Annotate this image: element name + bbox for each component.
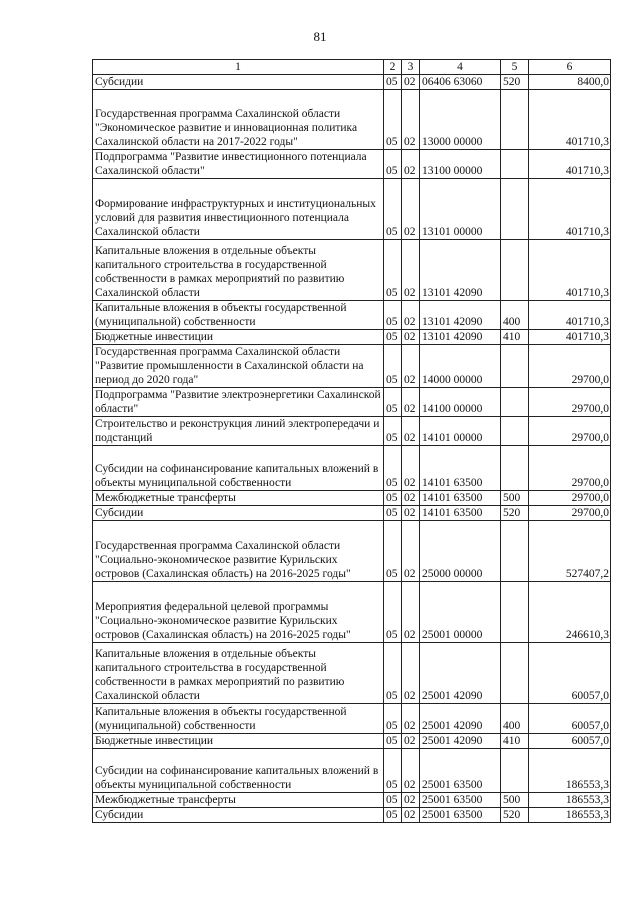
row-section: 05 [384, 521, 402, 582]
row-target-code: 14101 63500 [420, 446, 501, 491]
row-subsection: 02 [402, 75, 420, 90]
row-subsection: 02 [402, 179, 420, 240]
row-expense-type [501, 90, 529, 150]
column-header: 2 [384, 60, 402, 75]
row-expense-type [501, 417, 529, 446]
row-name: Государственная программа Сахалинской области "Экономическое развитие и инновационная политика Сахалинской области на 2017-2022 годы" [93, 90, 384, 150]
table-row [93, 179, 611, 240]
row-target-code: 14101 63500 [420, 506, 501, 521]
row-target-code: 14000 00000 [420, 345, 501, 388]
row-section: 05 [384, 330, 402, 345]
row-name: Строительство и реконструкция линий электропередачи и подстанций [93, 417, 384, 446]
row-amount: 60057,0 [529, 734, 611, 749]
row-amount: 60057,0 [529, 704, 611, 734]
row-target-code: 14101 00000 [420, 417, 501, 446]
row-name: Подпрограмма "Развитие электроэнергетики Сахалинской области" [93, 388, 384, 417]
row-expense-type [501, 240, 529, 301]
row-name: Межбюджетные трансферты [93, 793, 384, 808]
table-row [93, 521, 611, 582]
table-row [93, 506, 611, 521]
row-subsection: 02 [402, 150, 420, 179]
row-name: Субсидии на софинансирование капитальных вложений в объекты муниципальной собственности [93, 446, 384, 491]
table-row [93, 345, 611, 388]
row-subsection: 02 [402, 240, 420, 301]
table-row [93, 793, 611, 808]
row-amount: 186553,3 [529, 793, 611, 808]
row-amount: 29700,0 [529, 388, 611, 417]
row-amount: 246610,3 [529, 582, 611, 643]
row-target-code: 13101 42090 [420, 301, 501, 330]
row-expense-type [501, 582, 529, 643]
row-section: 05 [384, 345, 402, 388]
row-subsection: 02 [402, 90, 420, 150]
table-row [93, 75, 611, 90]
row-expense-type [501, 388, 529, 417]
row-section: 05 [384, 179, 402, 240]
column-header: 6 [529, 60, 611, 75]
row-subsection: 02 [402, 643, 420, 704]
row-subsection: 02 [402, 704, 420, 734]
table-row [93, 734, 611, 749]
row-target-code: 13101 00000 [420, 179, 501, 240]
row-expense-type [501, 150, 529, 179]
row-subsection: 02 [402, 734, 420, 749]
row-expense-type: 410 [501, 330, 529, 345]
column-header: 3 [402, 60, 420, 75]
table-row [93, 749, 611, 793]
table-row [93, 388, 611, 417]
row-expense-type: 520 [501, 506, 529, 521]
row-name: Субсидии [93, 75, 384, 90]
row-expense-type [501, 345, 529, 388]
row-target-code: 25001 00000 [420, 582, 501, 643]
table-row [93, 643, 611, 704]
budget-table [92, 59, 611, 823]
row-subsection: 02 [402, 749, 420, 793]
row-section: 05 [384, 417, 402, 446]
row-amount: 29700,0 [529, 417, 611, 446]
row-section: 05 [384, 643, 402, 704]
table-row [93, 491, 611, 506]
table-row [93, 90, 611, 150]
row-section: 05 [384, 75, 402, 90]
row-expense-type: 520 [501, 75, 529, 90]
row-target-code: 25001 63500 [420, 793, 501, 808]
row-amount: 401710,3 [529, 150, 611, 179]
table-row [93, 330, 611, 345]
row-subsection: 02 [402, 446, 420, 491]
row-name: Капитальные вложения в отдельные объекты капитального строительства в государственной собственности в рамках мероприятий по развитию Сахалинской области [93, 643, 384, 704]
header-row [93, 60, 611, 75]
row-section: 05 [384, 491, 402, 506]
row-section: 05 [384, 808, 402, 823]
row-subsection: 02 [402, 345, 420, 388]
row-amount: 60057,0 [529, 643, 611, 704]
row-section: 05 [384, 582, 402, 643]
row-target-code: 25001 42090 [420, 734, 501, 749]
row-name: Формирование инфраструктурных и институциональных условий для развития инвестиционного потенциала Сахалинской области [93, 179, 384, 240]
row-subsection: 02 [402, 521, 420, 582]
row-amount: 186553,3 [529, 749, 611, 793]
row-name: Субсидии [93, 506, 384, 521]
table-row [93, 150, 611, 179]
row-name: Субсидии [93, 808, 384, 823]
row-target-code: 13100 00000 [420, 150, 501, 179]
row-subsection: 02 [402, 582, 420, 643]
row-subsection: 02 [402, 793, 420, 808]
row-target-code: 06406 63060 [420, 75, 501, 90]
row-expense-type [501, 643, 529, 704]
row-subsection: 02 [402, 808, 420, 823]
row-target-code: 13101 42090 [420, 240, 501, 301]
row-section: 05 [384, 301, 402, 330]
row-amount: 401710,3 [529, 330, 611, 345]
row-amount: 401710,3 [529, 301, 611, 330]
table-row [93, 582, 611, 643]
page-number: 81 [313, 29, 327, 44]
row-name: Субсидии на софинансирование капитальных вложений в объекты муниципальной собственности [93, 749, 384, 793]
row-section: 05 [384, 749, 402, 793]
row-expense-type [501, 446, 529, 491]
row-subsection: 02 [402, 417, 420, 446]
row-target-code: 25001 63500 [420, 749, 501, 793]
row-expense-type: 500 [501, 793, 529, 808]
table-row [93, 808, 611, 823]
table-row [93, 240, 611, 301]
row-name: Бюджетные инвестиции [93, 734, 384, 749]
row-section: 05 [384, 704, 402, 734]
row-subsection: 02 [402, 506, 420, 521]
row-section: 05 [384, 388, 402, 417]
row-expense-type [501, 749, 529, 793]
row-name: Подпрограмма "Развитие инвестиционного потенциала Сахалинской области" [93, 150, 384, 179]
row-expense-type: 500 [501, 491, 529, 506]
column-header: 1 [93, 60, 384, 75]
row-expense-type: 400 [501, 301, 529, 330]
table-row [93, 417, 611, 446]
row-name: Бюджетные инвестиции [93, 330, 384, 345]
row-amount: 401710,3 [529, 90, 611, 150]
row-target-code: 14100 00000 [420, 388, 501, 417]
row-target-code: 14101 63500 [420, 491, 501, 506]
row-section: 05 [384, 90, 402, 150]
row-expense-type [501, 179, 529, 240]
row-target-code: 25001 42090 [420, 704, 501, 734]
row-name: Государственная программа Сахалинской области "Социально-экономическое развитие Курильских островов (Сахалинская область) на 2016-2025 годы" [93, 521, 384, 582]
table-row [93, 704, 611, 734]
table-row [93, 446, 611, 491]
row-section: 05 [384, 506, 402, 521]
row-amount: 29700,0 [529, 491, 611, 506]
row-name: Межбюджетные трансферты [93, 491, 384, 506]
row-section: 05 [384, 446, 402, 491]
row-name: Государственная программа Сахалинской области "Развитие промышленности в Сахалинской области на период до 2020 года" [93, 345, 384, 388]
row-name: Мероприятия федеральной целевой программы "Социально-экономическое развитие Курильских островов (Сахалинская область) на 2016-2025 годы" [93, 582, 384, 643]
row-expense-type: 410 [501, 734, 529, 749]
row-amount: 401710,3 [529, 240, 611, 301]
row-amount: 186553,3 [529, 808, 611, 823]
column-header: 4 [420, 60, 501, 75]
row-section: 05 [384, 150, 402, 179]
row-expense-type: 400 [501, 704, 529, 734]
row-subsection: 02 [402, 388, 420, 417]
row-target-code: 25000 00000 [420, 521, 501, 582]
row-section: 05 [384, 240, 402, 301]
row-amount: 29700,0 [529, 446, 611, 491]
row-target-code: 13101 42090 [420, 330, 501, 345]
row-amount: 401710,3 [529, 179, 611, 240]
row-name: Капитальные вложения в отдельные объекты капитального строительства в государственной собственности в рамках мероприятий по развитию Сахалинской области [93, 240, 384, 301]
row-amount: 8400,0 [529, 75, 611, 90]
row-target-code: 25001 42090 [420, 643, 501, 704]
row-amount: 527407,2 [529, 521, 611, 582]
row-section: 05 [384, 793, 402, 808]
row-section: 05 [384, 734, 402, 749]
row-subsection: 02 [402, 491, 420, 506]
row-target-code: 13000 00000 [420, 90, 501, 150]
row-amount: 29700,0 [529, 506, 611, 521]
row-expense-type [501, 521, 529, 582]
row-target-code: 25001 63500 [420, 808, 501, 823]
row-subsection: 02 [402, 301, 420, 330]
row-name: Капитальные вложения в объекты государственной (муниципальной) собственности [93, 704, 384, 734]
row-expense-type: 520 [501, 808, 529, 823]
row-subsection: 02 [402, 330, 420, 345]
table-row [93, 301, 611, 330]
row-amount: 29700,0 [529, 345, 611, 388]
row-name: Капитальные вложения в объекты государственной (муниципальной) собственности [93, 301, 384, 330]
column-header: 5 [501, 60, 529, 75]
